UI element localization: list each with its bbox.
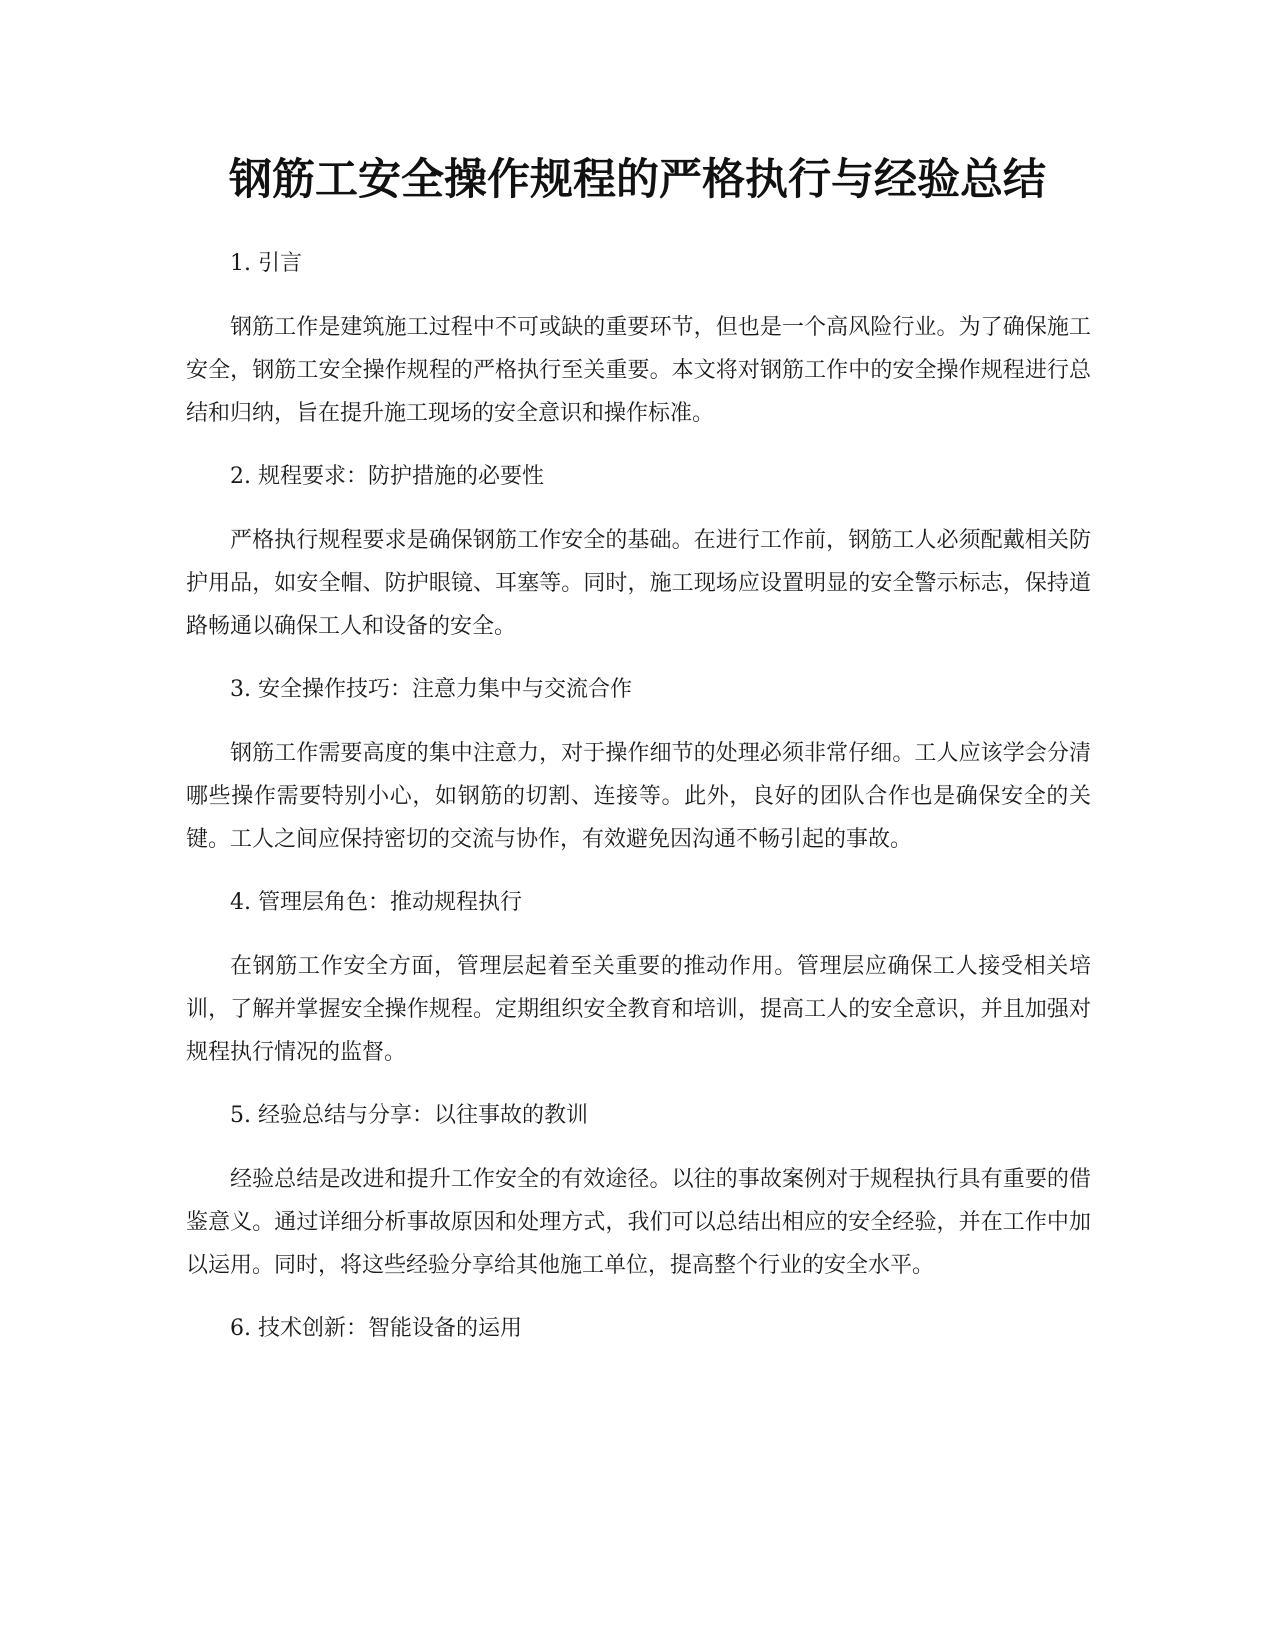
section-heading: 1. 引言 (230, 251, 302, 276)
section-heading: 3. 安全操作技巧：注意力集中与交流合作 (230, 677, 632, 702)
section-heading: 6. 技术创新：智能设备的运用 (230, 1316, 522, 1341)
section-heading: 5. 经验总结与分享：以往事故的教训 (230, 1103, 588, 1128)
section-heading: 2. 规程要求：防护措施的必要性 (230, 464, 544, 489)
section-paragraph: 严格执行规程要求是确保钢筋工作安全的基础。在进行工作前，钢筋工人必须配戴相关防护用品，如安全帽、防护眼镜、耳塞等。同时，施工现场应设置明显的安全警示标志，保持道路畅通以确保工人和设备的安全。 (186, 528, 1091, 639)
section-heading: 4. 管理层角色：推动规程执行 (230, 890, 522, 915)
section-paragraph: 钢筋工作是建筑施工过程中不可或缺的重要环节，但也是一个高风险行业。为了确保施工安全，钢筋工安全操作规程的严格执行至关重要。本文将对钢筋工作中的安全操作规程进行总结和归纳，旨在提升施工现场的安全意识和操作标准。 (186, 315, 1091, 426)
section-paragraph: 在钢筋工作安全方面，管理层起着至关重要的推动作用。管理层应确保工人接受相关培训，了解并掌握安全操作规程。定期组织安全教育和培训，提高工人的安全意识，并且加强对规程执行情况的监督。 (186, 954, 1091, 1065)
section-paragraph: 经验总结是改进和提升工作安全的有效途径。以往的事故案例对于规程执行具有重要的借鉴意义。通过详细分析事故原因和处理方式，我们可以总结出相应的安全经验，并在工作中加以运用。同时，将这些经验分享给其他施工单位，提高整个行业的安全水平。 (186, 1167, 1091, 1278)
document-title: 钢筋工安全操作规程的严格执行与经验总结 (229, 155, 1046, 205)
document-body (186, 246, 1091, 1347)
section-paragraph: 钢筋工作需要高度的集中注意力，对于操作细节的处理必须非常仔细。工人应该学会分清哪些操作需要特别小心，如钢筋的切割、连接等。此外，良好的团队合作也是确保安全的关键。工人之间应保持密切的交流与协作，有效避免因沟通不畅引起的事故。 (186, 741, 1091, 852)
